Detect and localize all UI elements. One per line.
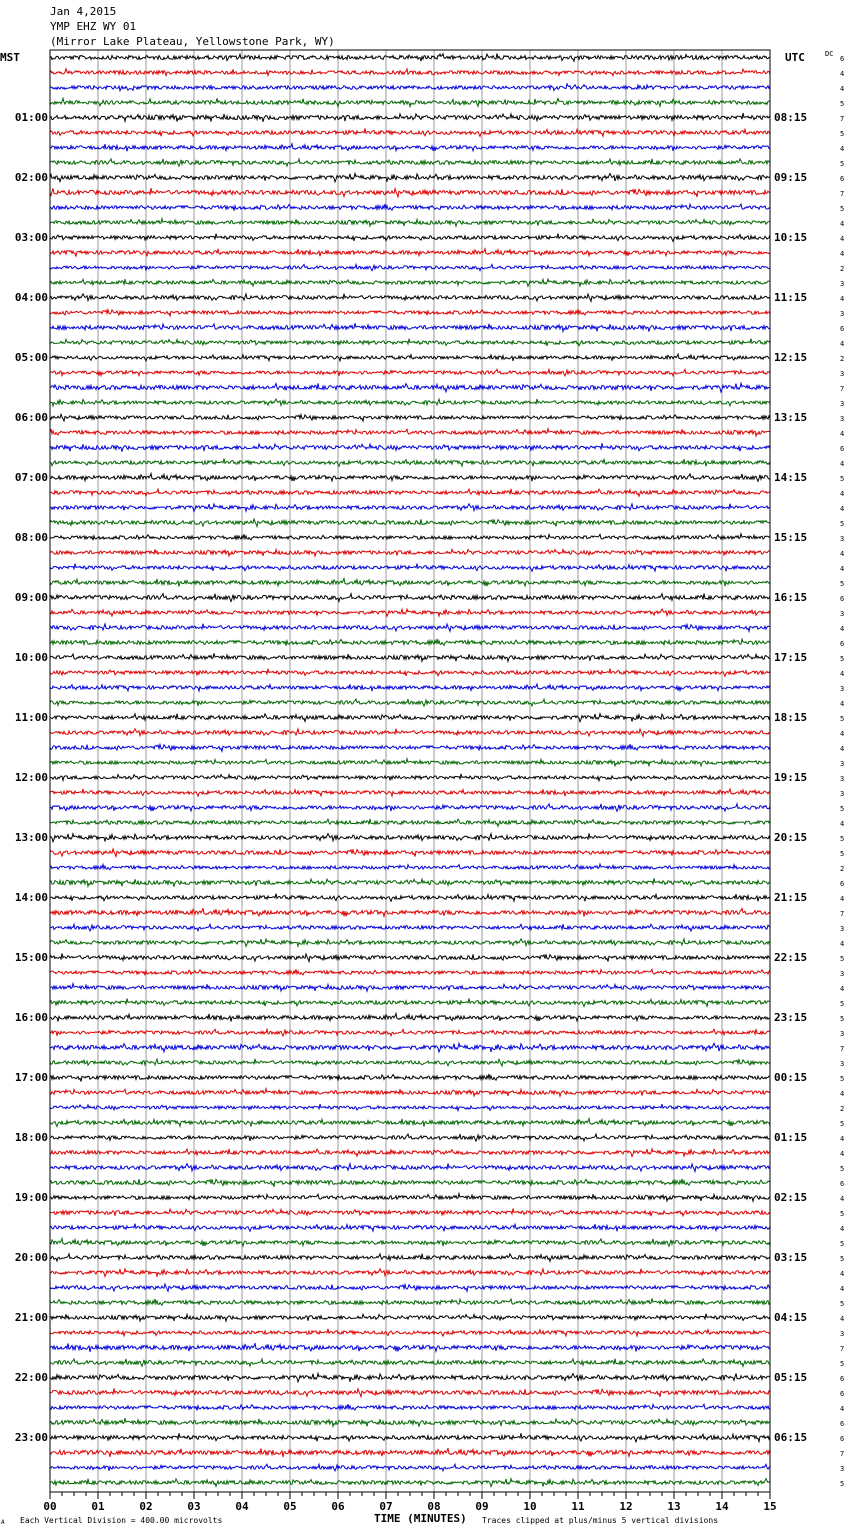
trace-line [50,1029,770,1036]
dc-value: 3 [840,415,845,423]
trace-line [50,549,770,556]
right-time-labels [774,111,807,1444]
trace-line [50,1074,770,1082]
x-axis-title: TIME (MINUTES) [374,1512,467,1525]
dc-value: 4 [840,820,845,828]
dc-value: 4 [840,1225,845,1233]
x-tick-label: 09 [475,1500,489,1513]
trace-line [50,1164,770,1172]
trace-line [50,744,770,751]
dc-value: 4 [840,235,845,243]
dc-value: 4 [840,430,845,438]
dc-value: 3 [840,280,845,288]
utc-hour-label: 01:15 [774,1131,808,1144]
trace-line [50,383,770,392]
trace-line [50,714,770,722]
dc-value: 6 [840,1420,845,1428]
x-tick-label: 00 [43,1500,57,1513]
dc-value: 3 [840,1465,845,1473]
dc-value: 6 [840,640,845,648]
trace-line [50,144,770,152]
dc-value: 3 [840,925,845,933]
trace-line [50,1314,770,1322]
station-location: (Mirror Lake Plateau, Yellowstone Park, WY) [50,35,335,48]
x-tick-label: 06 [331,1500,345,1513]
mst-hour-label: 05:00 [14,351,48,364]
dc-value: 3 [840,1330,845,1338]
utc-hour-label: 05:15 [774,1371,808,1384]
dc-value: 4 [840,1315,845,1323]
dc-value: 5 [840,715,845,723]
station-code: YMP EHZ WY 01 [50,20,137,33]
trace-line [50,249,770,256]
trace-line [50,84,770,91]
mst-hour-label: 13:00 [14,831,48,844]
clip-note: Traces clipped at plus/minus 5 vertical divisions [482,1516,719,1525]
dc-value: 7 [840,1045,845,1053]
mst-hour-label: 06:00 [14,411,48,424]
trace-line [50,894,770,902]
trace-line [50,1479,770,1487]
utc-hour-label: 23:15 [774,1011,808,1024]
mst-hour-label: 11:00 [14,711,48,724]
x-tick-label: 04 [235,1500,249,1513]
trace-line [50,1059,770,1066]
utc-hour-label: 12:15 [774,351,808,364]
dc-value: 4 [840,1195,845,1203]
dc-value: 5 [840,1480,845,1488]
trace-line [50,1254,770,1262]
dc-value: 5 [840,1120,845,1128]
dc-value: 5 [840,580,845,588]
mst-hour-label: 02:00 [14,171,48,184]
trace-line [50,128,770,136]
dc-value: 4 [840,1150,845,1158]
dc-value: 4 [840,70,845,78]
mst-hour-label: 19:00 [14,1191,48,1204]
trace-line [50,443,770,451]
trace-line [50,309,770,316]
dc-value: 4 [840,700,845,708]
dc-value: 3 [840,535,845,543]
trace-line [50,1089,770,1097]
dc-value: 4 [840,670,845,678]
left-timezone-label: MST [0,51,20,64]
trace-line [50,414,770,421]
dc-value: 4 [840,730,845,738]
trace-line [50,1014,770,1022]
utc-hour-label: 09:15 [774,171,808,184]
trace-line [50,1284,770,1291]
x-tick-label: 07 [379,1500,393,1513]
trace-line [50,354,770,361]
trace-line [50,323,770,331]
utc-hour-label: 06:15 [774,1431,808,1444]
dc-value: 3 [840,970,845,978]
trace-line [50,204,770,211]
dc-value: 5 [840,475,845,483]
trace-line [50,1239,770,1247]
trace-line [50,98,770,106]
mst-hour-label: 03:00 [14,231,48,244]
dc-value: 5 [840,1210,845,1218]
trace-line [50,908,770,916]
dc-value: 5 [840,520,845,528]
utc-hour-label: 02:15 [774,1191,808,1204]
dc-value: 3 [840,1060,845,1068]
trace-line [50,1134,770,1141]
dc-value: 4 [840,460,845,468]
utc-hour-label: 15:15 [774,531,808,544]
dc-value: 6 [840,1375,845,1383]
mst-hour-label: 21:00 [14,1311,48,1324]
trace-line [50,1359,770,1367]
trace-line [50,399,770,406]
trace-line [50,1104,770,1111]
dc-value: 4 [840,745,845,753]
mst-hour-label: 08:00 [14,531,48,544]
dc-value: 6 [840,175,845,183]
mst-hour-label: 10:00 [14,651,48,664]
trace-line [50,279,770,286]
trace-line [50,54,770,62]
dc-value: 5 [840,1075,845,1083]
dc-value: 4 [840,565,845,573]
trace-line [50,1224,770,1232]
x-tick-label: 11 [571,1500,585,1513]
trace-line [50,429,770,436]
dc-value: 5 [840,955,845,963]
dc-value: 4 [840,1285,845,1293]
x-tick-label: 10 [523,1500,537,1513]
trace-line [50,1119,770,1127]
dc-value: 5 [840,1255,845,1263]
dc-value: 4 [840,985,845,993]
trace-line [50,504,770,512]
trace-line [50,1329,770,1336]
trace-line [50,954,770,962]
dc-value: 7 [840,115,845,123]
left-time-labels [15,111,48,1444]
dc-value: 6 [840,325,845,333]
dc-value: 5 [840,100,845,108]
dc-value: 5 [840,835,845,843]
trace-line [50,1448,770,1457]
utc-hour-label: 04:15 [774,1311,808,1324]
dc-value: 6 [840,445,845,453]
trace-line [50,729,770,737]
x-tick-label: 03 [187,1500,201,1513]
utc-hour-label: 14:15 [774,471,808,484]
utc-hour-label: 21:15 [774,891,808,904]
dc-value: 4 [840,295,845,303]
utc-hour-label: 13:15 [774,411,808,424]
dc-value-column [840,55,844,1488]
dc-value: 6 [840,1435,845,1443]
dc-value: 5 [840,130,845,138]
trace-line [50,1149,770,1157]
x-tick-label: 15 [763,1500,777,1513]
dc-value: 5 [840,160,845,168]
trace-line [50,339,770,346]
dc-value: 7 [840,190,845,198]
trace-line [50,113,770,122]
utc-hour-label: 17:15 [774,651,808,664]
dc-value: 3 [840,400,845,408]
dc-value: 5 [840,1300,845,1308]
right-timezone-label: UTC [785,51,805,64]
dc-value: 5 [840,655,845,663]
trace-line [50,924,770,931]
x-tick-label: 05 [283,1500,297,1513]
trace-line [50,369,770,376]
x-axis [43,1492,776,1513]
trace-line [50,1043,770,1052]
trace-line [50,159,770,167]
trace-line [50,219,770,227]
trace-line [50,1343,770,1352]
trace-line [50,1433,770,1442]
dc-header-label: DC [825,50,834,58]
x-tick-label: 12 [619,1500,633,1513]
x-tick-label: 14 [715,1500,729,1513]
trace-line [50,1374,770,1382]
trace-line [50,639,770,646]
dc-value: 3 [840,760,845,768]
dc-value: 4 [840,625,845,633]
utc-hour-label: 22:15 [774,951,808,964]
trace-line [50,234,770,242]
utc-hour-label: 18:15 [774,711,808,724]
dc-value: 4 [840,1270,845,1278]
mst-hour-label: 09:00 [14,591,48,604]
utc-hour-label: 00:15 [774,1071,808,1084]
trace-line [50,653,770,661]
dc-value: 6 [840,1180,845,1188]
trace-line [50,579,770,587]
dc-value: 3 [840,610,845,618]
plot-date: Jan 4,2015 [50,5,117,18]
trace-line [50,1194,770,1202]
dc-value: 4 [840,505,845,513]
corner-mark: A [1,1519,5,1526]
dc-value: 3 [840,370,845,378]
mst-hour-label: 18:00 [14,1131,48,1144]
x-tick-label: 08 [427,1500,441,1513]
dc-value: 5 [840,1165,845,1173]
trace-line [50,969,770,975]
trace-line [50,519,770,527]
dc-value: 4 [840,940,845,948]
mst-hour-label: 12:00 [14,771,48,784]
trace-line [50,1418,770,1426]
dc-value: 4 [840,1405,845,1413]
dc-value: 4 [840,85,845,93]
dc-value: 3 [840,1030,845,1038]
trace-line [50,1269,770,1277]
trace-line [50,1464,770,1471]
x-tick-label: 01 [91,1500,105,1513]
mst-hour-label: 20:00 [14,1251,48,1264]
trace-line [50,998,770,1006]
dc-value: 7 [840,1345,845,1353]
dc-value: 3 [840,790,845,798]
dc-value: 4 [840,145,845,153]
mst-hour-label: 07:00 [14,471,48,484]
trace-line [50,789,770,796]
trace-line [50,864,770,870]
trace-line [50,594,770,602]
trace-line [50,1179,770,1187]
dc-value: 2 [840,865,845,873]
dc-value: 5 [840,1000,845,1008]
trace-line [50,819,770,826]
dc-value: 7 [840,1450,845,1458]
utc-hour-label: 03:15 [774,1251,808,1264]
scale-note: Each Vertical Division = 400.00 microvolts [20,1516,223,1525]
dc-value: 4 [840,340,845,348]
trace-line [50,609,770,616]
dc-value: 4 [840,1135,845,1143]
dc-value: 7 [840,385,845,393]
dc-value: 7 [840,910,845,918]
x-tick-label: 13 [667,1500,681,1513]
trace-line [50,265,770,271]
utc-hour-label: 19:15 [774,771,808,784]
trace-line [50,939,770,947]
trace-line [50,69,770,76]
dc-value: 6 [840,55,845,63]
dc-value: 2 [840,265,845,273]
dc-value: 5 [840,1240,845,1248]
trace-line [50,1404,770,1410]
dc-value: 4 [840,550,845,558]
mst-hour-label: 14:00 [14,891,48,904]
trace-line [50,699,770,706]
trace-line [50,774,770,781]
dc-value: 4 [840,220,845,228]
utc-hour-label: 16:15 [774,591,808,604]
dc-value: 5 [840,1015,845,1023]
dc-value: 5 [840,205,845,213]
trace-line [50,534,770,541]
dc-value: 3 [840,685,845,693]
trace-line [50,984,770,992]
trace-line [50,174,770,182]
dc-value: 4 [840,895,845,903]
mst-hour-label: 15:00 [14,951,48,964]
trace-line [50,474,770,482]
trace-line [50,1209,770,1217]
dc-value: 6 [840,595,845,603]
utc-hour-label: 08:15 [774,111,808,124]
trace-line [50,834,770,842]
dc-value: 6 [840,1390,845,1398]
trace-line [50,188,770,197]
trace-line [50,294,770,302]
trace-line [50,1388,770,1397]
trace-line [50,684,770,691]
trace-line [50,564,770,572]
mst-hour-label: 16:00 [14,1011,48,1024]
trace-line [50,849,770,857]
trace-line [50,459,770,467]
x-tick-label: 02 [139,1500,153,1513]
trace-group [50,54,770,1487]
utc-hour-label: 11:15 [774,291,808,304]
dc-value: 2 [840,355,845,363]
dc-value: 5 [840,805,845,813]
trace-line [50,759,770,766]
dc-value: 6 [840,880,845,888]
dc-value: 2 [840,1105,845,1113]
dc-value: 4 [840,1090,845,1098]
dc-value: 4 [840,490,845,498]
utc-hour-label: 20:15 [774,831,808,844]
mst-hour-label: 23:00 [14,1431,48,1444]
mst-hour-label: 22:00 [14,1371,48,1384]
dc-value: 5 [840,850,845,858]
utc-hour-label: 10:15 [774,231,808,244]
trace-line [50,489,770,496]
trace-line [50,804,770,811]
mst-hour-label: 17:00 [14,1071,48,1084]
dc-value: 4 [840,250,845,258]
dc-value: 5 [840,1360,845,1368]
trace-line [50,624,770,632]
trace-line [50,1298,770,1305]
mst-hour-label: 01:00 [14,111,48,124]
trace-line [50,878,770,886]
dc-value: 3 [840,775,845,783]
dc-value: 3 [840,310,845,318]
mst-hour-label: 04:00 [14,291,48,304]
trace-line [50,669,770,677]
